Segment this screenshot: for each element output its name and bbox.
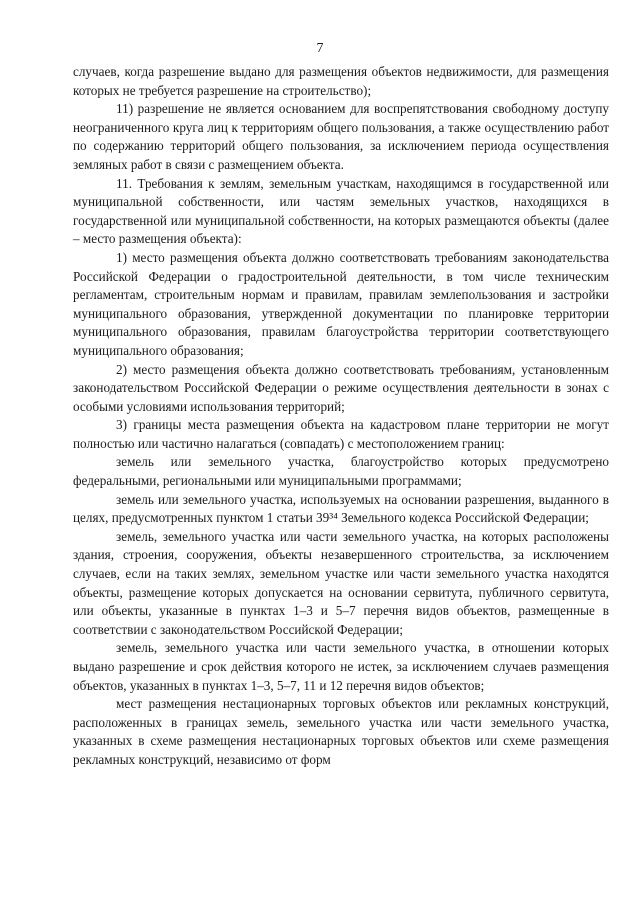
- paragraph: случаев, когда разрешение выдано для размещения объектов недвижимости, для размещения которых не требуется разрешение на строительство);: [73, 64, 609, 98]
- paragraph: 1) место размещения объекта должно соответствовать требованиям законодательства Российской Федерации о градостроительной деятельности, в том числе техническим регламентам, строительным нормам и правилам, правилам землепользования и застройки муниципального образования, утвержденной документации по планировке территории муниципального образования, правилам благоустройства территории соответствующего муниципального образования;: [73, 249, 609, 358]
- paragraph: 3) границы места размещения объекта на кадастровом плане территории не могут полностью или частично налагаться (совпадать) с местоположением границ:: [73, 417, 609, 451]
- paragraph: земель или земельного участка, благоустройство которых предусмотрено федеральными, региональными или муниципальными программами;: [73, 454, 609, 489]
- document-body: [73, 63, 609, 770]
- paragraph: мест размещения нестационарных торговых объектов или рекламных конструкций, расположенных в границах земель, земельного участка или части земельного участка, указанных в схеме размещения нестационарных торговых объектов или схеме размещения рекламных конструкций, независимо от форм: [73, 696, 609, 767]
- paragraph: 11) разрешение не является основанием для воспрепятствования свободному доступу неограниченного круга лиц к территориям общего пользования, а также осуществлению работ по содержанию территорий общего пользования, за исключением периода осуществления земляных работ в связи с размещением объекта.: [73, 101, 609, 172]
- paragraph: 2) место размещения объекта должно соответствовать требованиям, установленным законодательством Российской Федерации о режиме осуществления деятельности в зонах с особыми условиями использования территорий;: [73, 361, 609, 414]
- page-number: 7: [316, 41, 324, 56]
- paragraph: земель, земельного участка или части земельного участка, в отношении которых выдано разрешение и срок действия которого не истек, за исключением случаев размещения объектов, указанных в пунктах 1–3, 5–7, 11 и 12 перечня видов объектов;: [73, 640, 609, 693]
- paragraph: земель или земельного участка, используемых на основании разрешения, выданного в целях, предусмотренных пунктом 1 статьи 39³⁴ Земельного кодекса Российской Федерации;: [73, 491, 609, 526]
- paragraph: земель, земельного участка или части земельного участка, на которых расположены здания, строения, сооружения, объекты незавершенного строительства, за исключением случаев, если на таких землях, земельном участке или части земельного участка находятся объекты, размещение которых допускается на основании сервитута, публичного сервитута, или объекты, указанные в пунктах 1–3 и 5–7 перечня видов объектов, размещенные в соответствии с законодательством Российской Федерации;: [73, 528, 609, 637]
- paragraph: 11. Требования к землям, земельным участкам, находящимся в государственной или муниципальной собственности, или частям земельных участков, находящихся в государственной или муниципальной собственности, на которых размещаются объекты (далее – место размещения объекта):: [73, 175, 609, 247]
